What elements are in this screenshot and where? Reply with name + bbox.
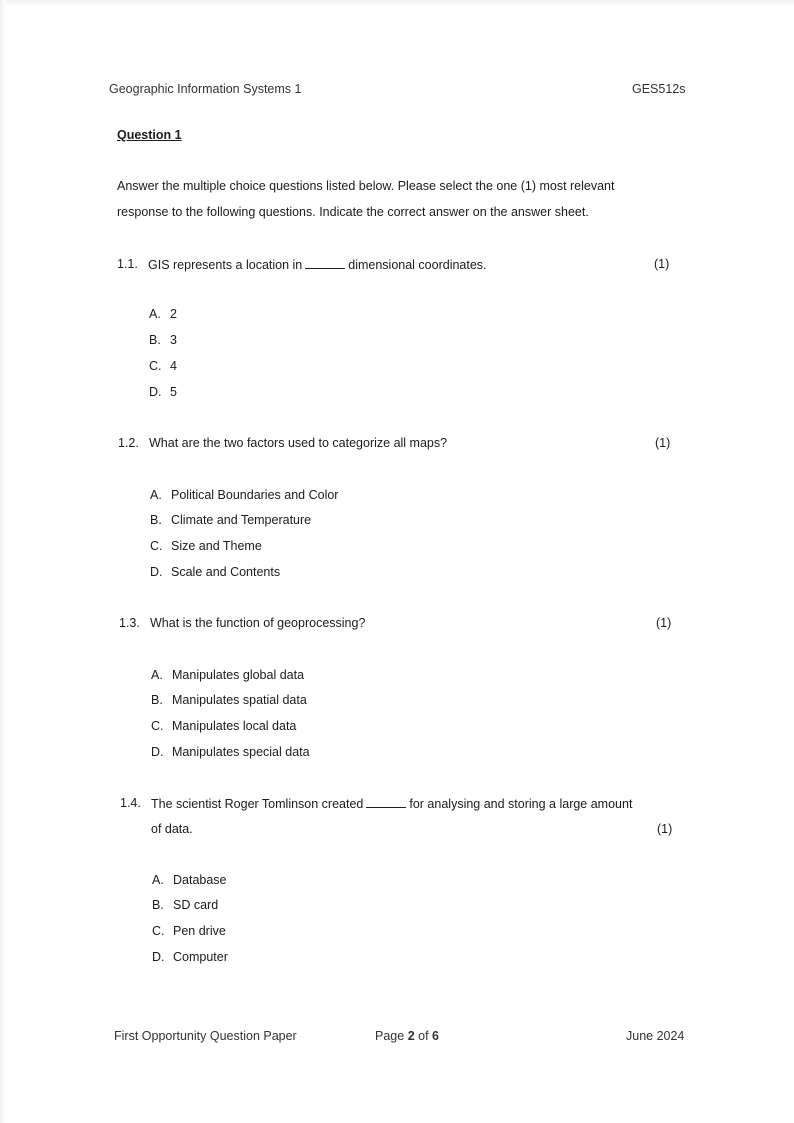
question-marks: (1) <box>657 822 673 836</box>
footer-paper-label: First Opportunity Question Paper <box>114 1029 297 1043</box>
scan-top-edge <box>0 0 794 6</box>
question-number: 1.4. <box>120 796 141 810</box>
option-letter: D. <box>150 565 163 579</box>
section-title: Question 1 <box>117 128 182 142</box>
instructions-line-2: response to the following questions. Indicate the correct answer on the answer sheet. <box>117 205 589 219</box>
question-text-after: dimensional coordinates. <box>348 258 487 272</box>
option-text: 5 <box>170 385 177 399</box>
question-number: 1.2. <box>118 436 139 450</box>
footer-page-number <box>375 1029 439 1043</box>
question-marks: (1) <box>656 616 672 630</box>
page-current: 2 <box>407 1029 415 1043</box>
option-item <box>151 745 310 759</box>
option-item <box>151 668 304 682</box>
option-item <box>151 719 296 733</box>
option-text: Database <box>173 873 227 887</box>
option-item <box>149 333 177 347</box>
option-letter: A. <box>152 873 164 887</box>
course-title: Geographic Information Systems 1 <box>109 82 302 96</box>
course-code: GES512s <box>632 82 686 96</box>
option-text: Manipulates spatial data <box>172 693 307 707</box>
option-text: Size and Theme <box>171 539 262 553</box>
option-text: 4 <box>170 359 177 373</box>
option-letter: B. <box>152 898 164 912</box>
option-text: Political Boundaries and Color <box>171 488 339 502</box>
question-text-continued: of data. <box>151 822 193 836</box>
option-letter: D. <box>151 745 164 759</box>
option-letter: B. <box>150 513 162 527</box>
option-item <box>149 385 177 399</box>
option-letter: B. <box>151 693 163 707</box>
option-item <box>152 873 227 887</box>
option-text: Manipulates special data <box>172 745 310 759</box>
option-item <box>150 488 338 502</box>
page-total: 6 <box>432 1029 439 1043</box>
option-letter: A. <box>151 668 163 682</box>
option-text: Computer <box>173 950 228 964</box>
question-text <box>148 257 487 272</box>
question-text-before: The scientist Roger Tomlinson created <box>151 797 364 811</box>
option-item <box>152 950 228 964</box>
option-item <box>150 539 262 553</box>
footer-date: June 2024 <box>626 1029 685 1043</box>
question-text: What are the two factors used to categorize all maps? <box>149 436 448 450</box>
scan-left-edge <box>0 0 6 1123</box>
question-text: What is the function of geoprocessing? <box>150 616 366 630</box>
page-prefix: Page <box>375 1029 405 1043</box>
question-number: 1.1. <box>117 257 138 271</box>
option-letter: C. <box>151 719 164 733</box>
option-text: Manipulates global data <box>172 668 305 682</box>
option-letter: C. <box>152 924 165 938</box>
option-text: Manipulates local data <box>172 719 297 733</box>
question-text <box>151 796 632 811</box>
option-item <box>152 898 218 912</box>
option-letter: C. <box>150 539 163 553</box>
question-marks: (1) <box>655 436 671 450</box>
instructions-line-1: Answer the multiple choice questions listed below. Please select the one (1) most relevant <box>117 179 615 193</box>
question-text-before: GIS represents a location in <box>148 258 303 272</box>
option-text: Pen drive <box>173 924 226 938</box>
option-item <box>150 565 280 579</box>
option-letter: D. <box>152 950 165 964</box>
answer-blank <box>305 257 345 269</box>
page-of: of <box>418 1029 429 1043</box>
option-letter: A. <box>150 488 162 502</box>
option-text: Scale and Contents <box>171 565 281 579</box>
option-text: 3 <box>170 333 177 347</box>
option-letter: B. <box>149 333 161 347</box>
option-letter: D. <box>149 385 162 399</box>
option-text: Climate and Temperature <box>171 513 312 527</box>
option-item <box>151 693 307 707</box>
question-marks: (1) <box>654 257 670 271</box>
option-item <box>149 359 177 373</box>
question-text-after: for analysing and storing a large amount <box>409 797 633 811</box>
option-item <box>150 513 311 527</box>
option-text: SD card <box>173 898 219 912</box>
option-letter: C. <box>149 359 162 373</box>
option-letter: A. <box>149 307 161 321</box>
option-item <box>152 924 226 938</box>
option-text: 2 <box>170 307 177 321</box>
option-item <box>149 307 177 321</box>
question-number: 1.3. <box>119 616 140 630</box>
answer-blank <box>366 796 406 808</box>
